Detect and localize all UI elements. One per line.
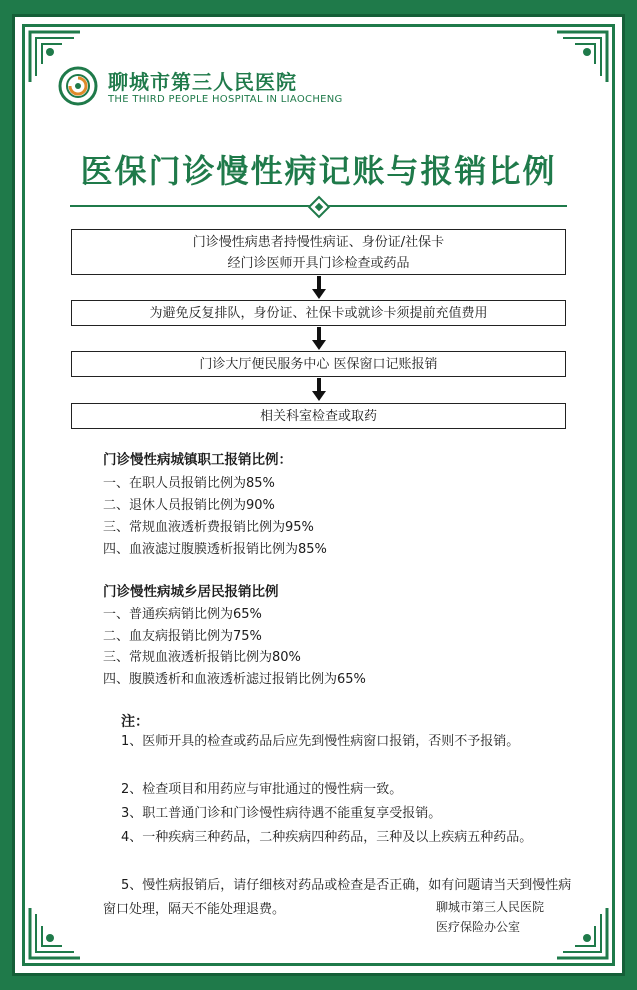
list-item: 四、血液滤过腹膜透析报销比例为85% [103, 542, 327, 557]
page-title: 医保门诊慢性病记账与报销比例 [80, 152, 557, 190]
list-item: 一、普通疾病销比例为65% [103, 607, 262, 622]
note-text: 3、职工普通门诊和门诊慢性病待遇不能重复享受报销。 [121, 806, 442, 821]
note-item [103, 778, 583, 802]
list-item: 二、退休人员报销比例为90% [103, 498, 275, 513]
flow-step-3 [71, 351, 566, 377]
notes-heading: 注： [121, 714, 149, 730]
note-item [103, 730, 583, 754]
flow-step-2 [71, 300, 566, 326]
arrow-down-icon [311, 378, 327, 402]
hospital-name-en: THE THIRD PEOPLE HOSPITAL IN LIAOCHENG [108, 94, 343, 105]
arrow-down-icon [311, 276, 327, 300]
note-item [103, 802, 583, 826]
list-item: 四、腹膜透析和血液透析滤过报销比例为65% [103, 672, 366, 687]
flow-step-text: 经门诊医师开具门诊检查或药品 [227, 256, 410, 271]
section1-heading: 门诊慢性病城镇职工报销比例： [103, 452, 292, 468]
note-text: 2、检查项目和用药应与审批通过的慢性病一致。 [121, 782, 403, 797]
list-item: 一、在职人员报销比例为85% [103, 476, 275, 491]
flow-step-text: 为避免反复排队，身份证、社保卡或就诊卡须提前充值费用 [149, 306, 488, 321]
flow-step-text: 相关科室检查或取药 [259, 409, 377, 424]
hospital-name-cn: 聊城市第三人民医院 [108, 70, 297, 94]
corner-ornament [28, 906, 82, 960]
flow-step-4 [71, 403, 566, 429]
signature-org: 聊城市第三人民医院 [436, 900, 545, 914]
list-item: 二、血友病报销比例为75% [103, 629, 262, 644]
note-text: 4、一种疾病三种药品，二种疾病四种药品，三种及以上疾病五种药品。 [121, 830, 533, 845]
arrow-down-icon [311, 327, 327, 351]
hospital-logo-icon [58, 66, 98, 106]
corner-ornament [555, 30, 609, 84]
list-item: 三、常规血液透析报销比例为80% [103, 650, 301, 665]
note-text: 5、慢性病报销后，请仔细核对药品或检查是否正确，如有问题请当天到慢性病窗口处理，隔天不能处理退费。 [103, 878, 572, 917]
flow-step-text: 门诊大厅便民服务中心 医保窗口记账报销 [199, 357, 438, 372]
note-item [103, 826, 583, 850]
note-text: 1、医师开具的检查或药品后应先到慢性病窗口报销，否则不予报销。 [121, 734, 520, 749]
list-item: 三、常规血液透析费报销比例为95% [103, 520, 314, 535]
flow-step-1 [71, 229, 566, 275]
section2-heading: 门诊慢性病城乡居民报销比例 [103, 584, 279, 600]
signature-dept: 医疗保险办公室 [436, 920, 521, 934]
flow-step-text: 门诊慢性病患者持慢性病证、身份证/社保卡 [192, 235, 445, 250]
